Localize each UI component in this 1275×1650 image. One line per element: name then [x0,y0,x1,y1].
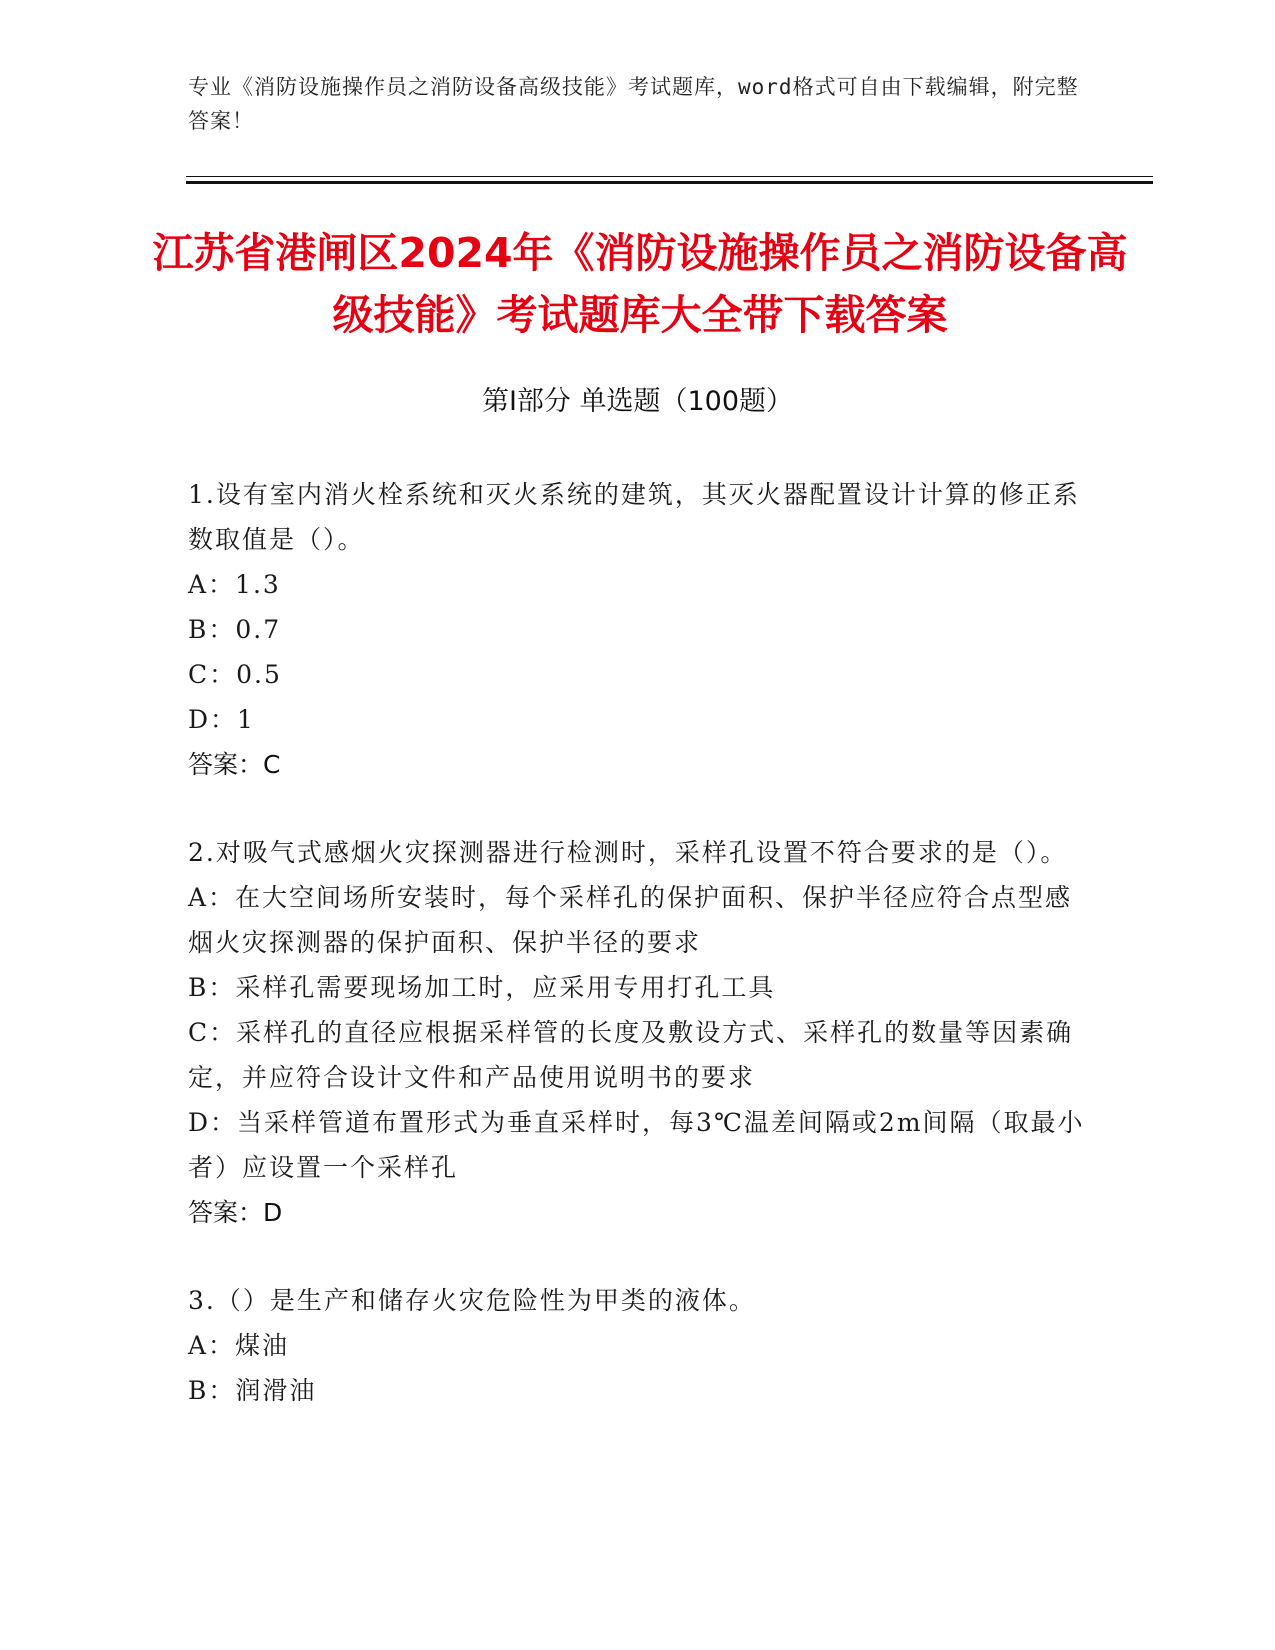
option-c: C：0.5 [188,660,282,689]
question-stem: 3.（）是生产和储存火灾危险性为甲类的液体。 [188,1286,756,1315]
answer: 答案：C [188,750,281,779]
option-b: B：采样孔需要现场加工时，应采用专用打孔工具 [188,973,776,1002]
option-a: A：煤油 [188,1331,290,1360]
option-a: A：1.3 [188,570,281,599]
header-note: 专业《消防设施操作员之消防设备高级技能》考试题库，word格式可自由下载编辑，附完整答案！ [188,75,1079,133]
option-a: A：在大空间场所安装时，每个采样孔的保护面积、保护半径应符合点型感烟火灾探测器的保护面积、保护半径的要求 [188,883,1073,957]
question-list [188,472,1088,1456]
option-d: D：当采样管道布置形式为垂直采样时，每3℃温差间隔或2m间隔（取最小者）应设置一个采样孔 [188,1108,1085,1182]
document-title: 江苏省港闸区2024年《消防设施操作员之消防设备高级技能》考试题库大全带下载答案 [152,229,1128,339]
answer: 答案：D [188,1198,283,1227]
question-3 [188,1278,1088,1413]
question-stem: 1.设有室内消火栓系统和灭火系统的建筑，其灭火器配置设计计算的修正系数取值是（）。 [188,480,1080,554]
header-divider-thin [186,176,1153,177]
option-c: C：采样孔的直径应根据采样管的长度及敷设方式、采样孔的数量等因素确定，并应符合设计文件和产品使用说明书的要求 [188,1018,1074,1092]
header-divider-thick [186,181,1153,184]
option-b: B：0.7 [188,615,282,644]
question-1 [188,472,1088,787]
section-heading: 第Ⅰ部分 单选题（100题） [481,386,794,417]
question-2 [188,830,1088,1235]
option-d: D：1 [188,705,255,734]
question-stem: 2.对吸气式感烟火灾探测器进行检测时，采样孔设置不符合要求的是（）。 [188,838,1068,867]
option-b: B：润滑油 [188,1376,317,1405]
